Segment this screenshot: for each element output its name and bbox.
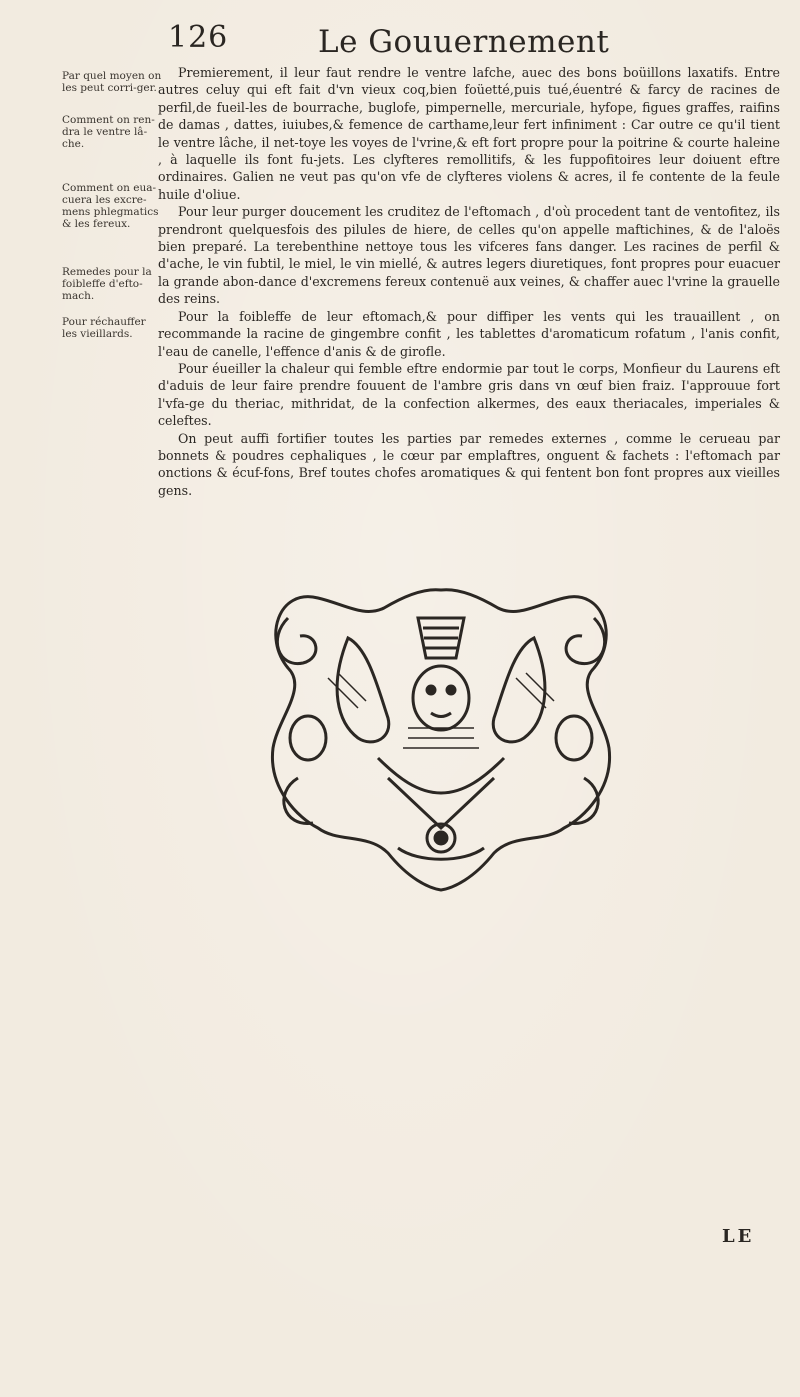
margin-note-laxative: Comment on ren-dra le ventre lâ-che. (62, 114, 155, 150)
engraved-tailpiece-ornament-icon (258, 578, 624, 898)
margin-note-correct: Par quel moyen on les peut corri-ger. (62, 70, 162, 94)
margin-note-stomach: Remedes pour la foibleffe d'efto-mach. (62, 266, 152, 302)
paragraph: Pour leur purger doucement les cruditez de l'eftomach , d'où procedent tant de ventofitez, ils prendront quelquesfois des pilules de hiere, de celles qu'on appelle maftichines, & de l'aloës bien preparé. La terebenthine nettoye tous les vifceres fans danger. Les racines de perfil & d'ache, le vin fubtil, le miel, le vin miellé, & autres legers diuretiques, font propres pour euacuer la grande abon-dance d'excremens fereux contenuë aux veines, & chaffer auec l'vrine la grauelle des reins. (158, 204, 780, 307)
margin-note-evacuate: Comment on eua-cuera les excre-mens phlegmatics & les fereux. (62, 182, 159, 230)
paragraph: Pour la foibleffe de leur eftomach,& pour diffiper les vents qui les trauaillent , on recommande la racine de gingembre confit , les tablettes d'aromaticum rofatum , l'anis confit, l'eau de canelle, l'effence d'anis & de girofle. (158, 308, 780, 359)
running-head: Le Gouuernement (318, 24, 610, 60)
paragraph: On peut auffi fortifier toutes les parties par remedes externes , comme le cerueau par bonnets & poudres cephaliques , le cœur par emplaftres, onguent & fachets : l'eftomach par onctions & écuf-fons, Bref toutes chofes aromatiques & qui fentent bon font propres aux vieilles gens. (158, 430, 780, 498)
page-number: 126 (168, 20, 229, 55)
catchword: LE (722, 1226, 755, 1247)
page-header (0, 14, 800, 64)
paragraph: Premierement, il leur faut rendre le ventre lafche, auec des bons boüillons laxatifs. Entre autres celuy qui eft fait d'vn vieux coq,bien foüetté,puis tué,éuentré & farcy de racines de perfil,de fueil-les de bourrache, buglofe, pimpernelle, mercuriale, hyfope, figues graffes, raifins de damas , dattes, iuiubes,& femence de carthame,leur fert infiniment : Car outre ce qu'il tient le ventre lâche, il net-toye les voyes de l'vrine,& eft fort propre pour la poitrine & courte haleine , à laquelle ils font fu-jets. Les clyfteres remollitifs, & les fuppofitoires leur doiuent eftre ordinaires. Galien ne veut pas qu'on vfe de clyfteres violens & acres, il fe contente de la feule huile d'oliue. (158, 65, 780, 202)
main-text (158, 64, 780, 499)
paragraph: Pour éueiller la chaleur qui femble eftre endormie par tout le corps, Monfieur du Laurens eft d'aduis de leur faire prendre fouuent de l'ambre gris dans vn œuf bien fraiz. I'approuue fort l'vfa-ge du theriac, mithridat, de la confection alkermes, des eaux theriacales, imperiales & celeftes. (158, 360, 780, 429)
margin-note-warm: Pour réchauffer les vieillards. (62, 316, 146, 340)
